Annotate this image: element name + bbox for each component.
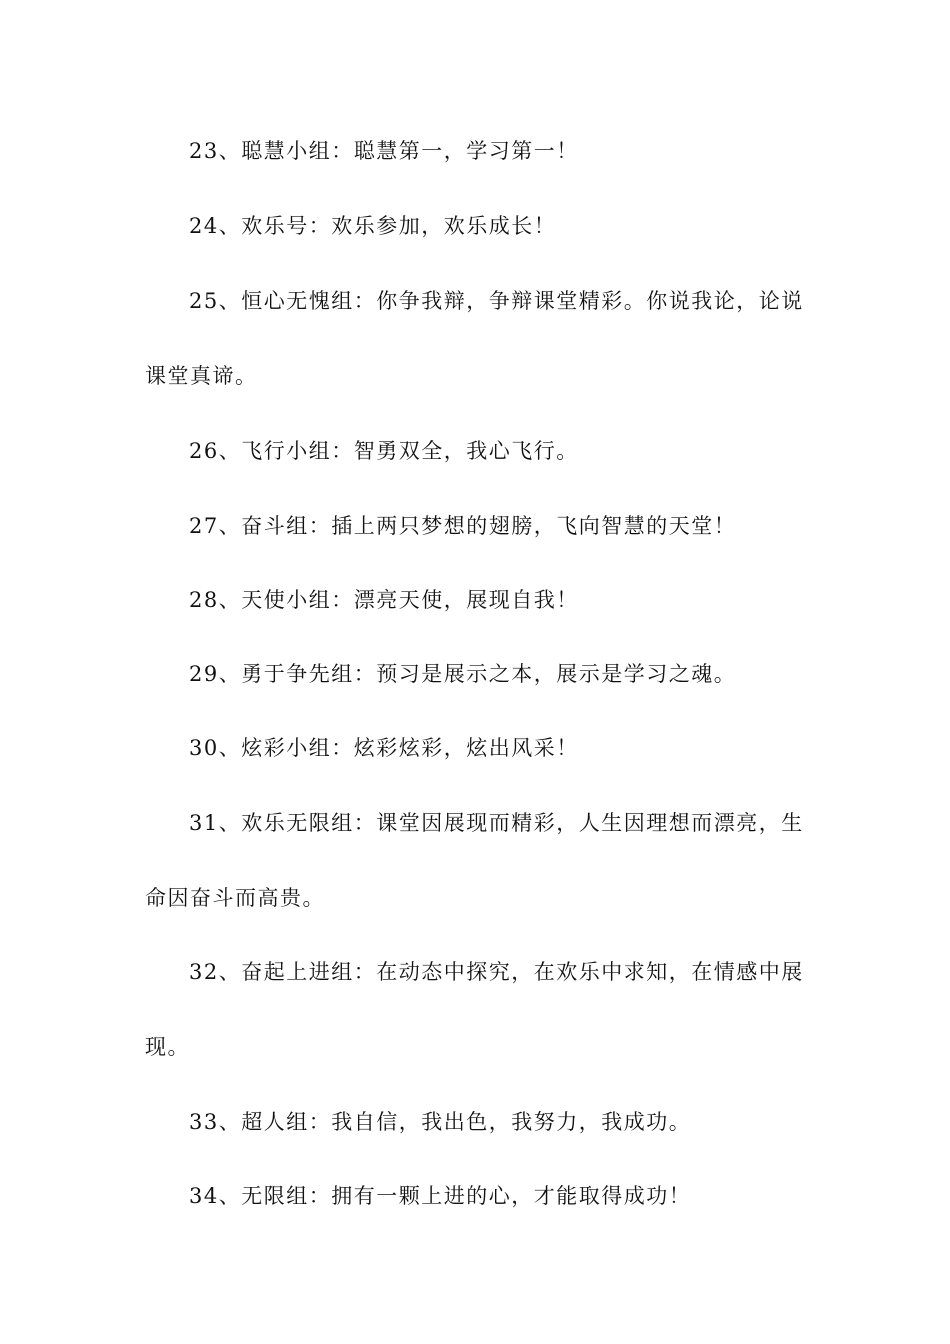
slogan-item-29: 29、勇于争先组：预习是展示之本，展示是学习之魂。 bbox=[189, 662, 737, 686]
slogan-item-33: 33、超人组：我自信，我出色，我努力，我成功。 bbox=[189, 1110, 692, 1134]
slogan-item-30: 30、炫彩小组：炫彩炫彩，炫出风采！ bbox=[189, 736, 579, 760]
slogan-item-34: 34、无限组：拥有一颗上进的心，才能取得成功！ bbox=[189, 1184, 692, 1208]
slogan-item-23: 23、聪慧小组：聪慧第一，学习第一！ bbox=[189, 139, 579, 163]
slogan-item-28: 28、天使小组：漂亮天使，展现自我！ bbox=[189, 588, 579, 612]
slogan-item-24: 24、欢乐号：欢乐参加，欢乐成长！ bbox=[189, 214, 557, 238]
slogan-item-31: 31、欢乐无限组：课堂因展现而精彩，人生因理想而漂亮，生命因奋斗而高贵。 bbox=[145, 811, 804, 910]
slogan-item-32: 32、奋起上进组：在动态中探究，在欢乐中求知，在情感中展现。 bbox=[145, 960, 804, 1059]
slogan-item-27: 27、奋斗组：插上两只梦想的翅膀，飞向智慧的天堂！ bbox=[189, 514, 737, 538]
slogan-item-25: 25、恒心无愧组：你争我辩，争辩课堂精彩。你说我论，论说课堂真谛。 bbox=[145, 289, 804, 388]
slogan-item-26: 26、飞行小组：智勇双全，我心飞行。 bbox=[189, 439, 579, 463]
